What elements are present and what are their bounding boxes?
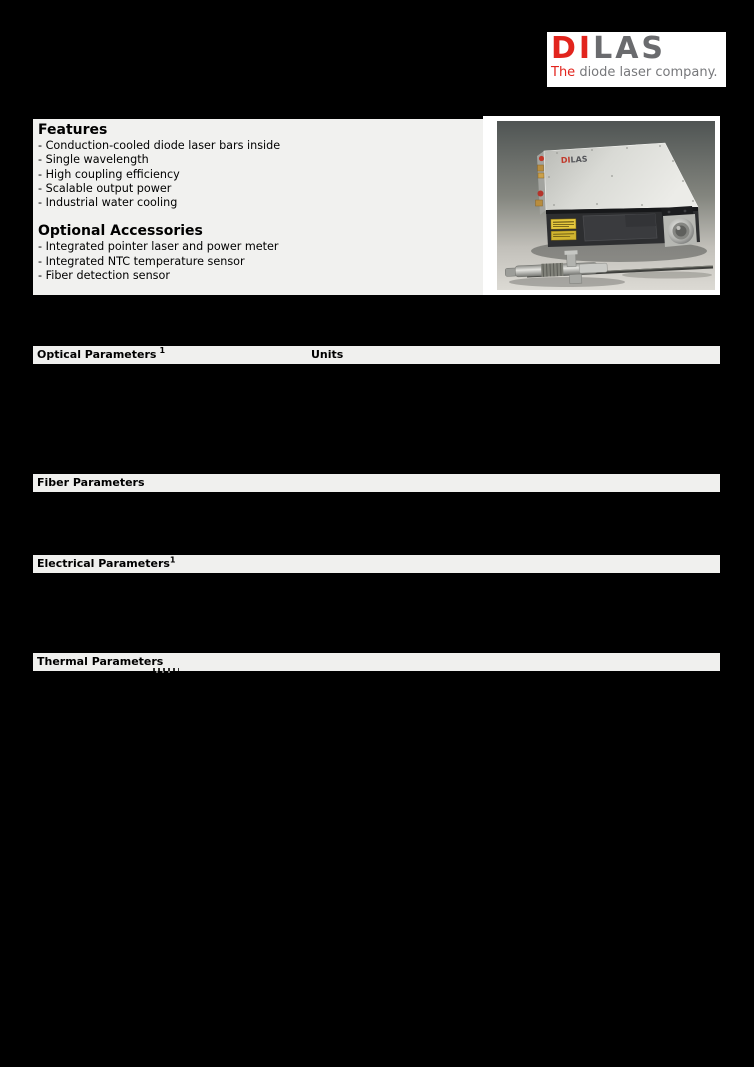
dilas-logo <box>547 32 726 87</box>
section-bar-electrical-parameters <box>33 555 720 573</box>
dilas-tagline <box>551 65 726 80</box>
section-superscript: 1 <box>169 555 176 565</box>
feature-item: - High coupling efficiency <box>38 167 180 181</box>
section-bar-thermal-parameters <box>33 653 720 671</box>
accessory-item: - Integrated NTC temperature sensor <box>38 254 245 268</box>
section-title: Optical Parameters <box>37 348 157 361</box>
feature-item: - Conduction-cooled diode laser bars inside <box>38 139 281 152</box>
laser-module-illustration <box>497 121 715 290</box>
accessories-heading: Optional Accessories <box>38 223 203 240</box>
section-superscript: 1 <box>159 346 166 356</box>
tagline-rest: diode laser company. <box>575 65 718 80</box>
features-heading: Features <box>38 122 108 138</box>
wordmark-di: DI <box>551 31 594 66</box>
section-bar-optical-parameters <box>33 346 720 364</box>
wordmark-las: LAS <box>593 31 667 66</box>
section-bar-fiber-parameters <box>33 474 720 492</box>
box-logo-di: DI <box>560 155 571 165</box>
section-title: Electrical Parameters <box>37 557 170 570</box>
feature-item: - Single wavelength <box>38 153 149 167</box>
section-title: Fiber Parameters <box>37 476 145 489</box>
accessory-item: - Fiber detection sensor <box>38 269 170 283</box>
dilas-wordmark <box>551 31 726 66</box>
clipped-text-fragment <box>156 671 174 673</box>
feature-item: - Industrial water cooling <box>38 196 178 210</box>
tagline-the: The <box>551 65 576 80</box>
box-logo <box>561 155 588 165</box>
product-photo <box>483 116 720 295</box>
accessory-item: - Integrated pointer laser and power meter <box>38 240 279 254</box>
section-title: Thermal Parameters <box>37 655 164 668</box>
units-column-header: Units <box>311 348 344 361</box>
box-logo-las: LAS <box>570 154 588 165</box>
feature-item: - Scalable output power <box>38 181 172 195</box>
